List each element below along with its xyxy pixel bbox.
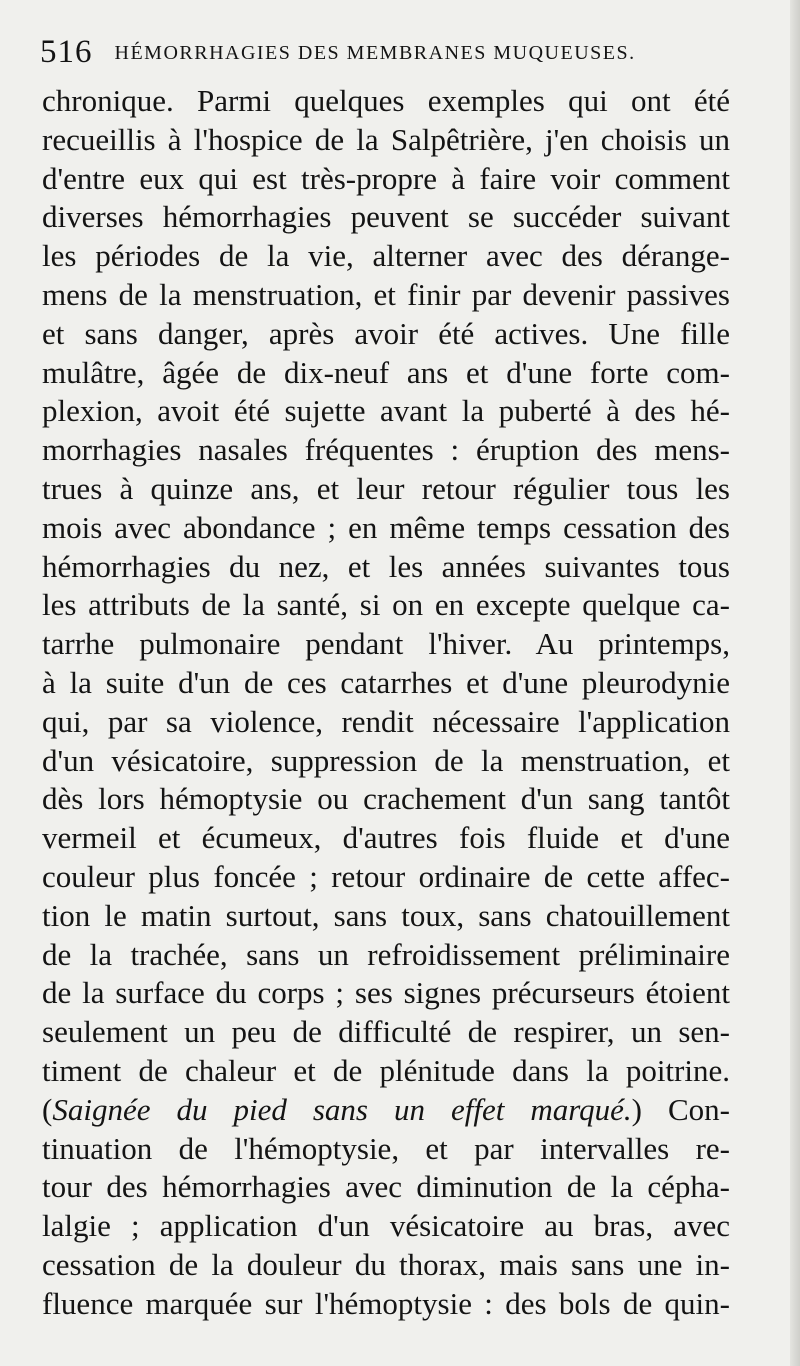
text-line: de la surface du corps ; ses signes précurseurs étoient	[42, 975, 730, 1011]
text-line: fluence marquée sur l'hémoptysie : des bols de quin-	[42, 1285, 730, 1321]
text-line: d'un vésicatoire, suppression de la menstruation, et	[42, 742, 730, 778]
running-head: HÉMORRHAGIES DES MEMBRANES MUQUEUSES.	[114, 42, 636, 64]
text-line: dès lors hémoptysie ou crachement d'un sang tantôt	[42, 781, 730, 817]
text-line: lalgie ; application d'un vésicatoire au bras, avec	[42, 1208, 730, 1244]
text-line: plexion, avoit été sujette avant la puberté à des hé-	[42, 393, 730, 429]
text-line: tion le matin surtout, sans toux, sans chatouillement	[42, 897, 730, 933]
text-line: timent de chaleur et de plénitude dans la poitrine.	[42, 1052, 730, 1088]
text-line: vermeil et écumeux, d'autres fois fluide et d'une	[42, 820, 730, 856]
text-line: diverses hémorrhagies peuvent se succéder suivant	[42, 199, 730, 235]
line-continuation: ) Con-	[631, 1091, 730, 1127]
text-line: de la trachée, sans un refroidissement préliminaire	[42, 936, 730, 972]
text-line: morrhagies nasales fréquentes : éruption des mens-	[42, 432, 730, 468]
open-paren: (	[42, 1091, 53, 1127]
text-line: les attributs de la santé, si on en excepte quelque ca-	[42, 587, 730, 623]
text-line: mens de la menstruation, et finir par devenir passives	[42, 276, 730, 312]
text-line: et sans danger, après avoir été actives. Une fille	[42, 315, 730, 351]
text-line: trues à quinze ans, et leur retour régulier tous les	[42, 470, 730, 506]
text-line: mulâtre, âgée de dix-neuf ans et d'une forte com-	[42, 354, 730, 390]
text-line: tour des hémorrhagies avec diminution de la cépha-	[42, 1169, 730, 1205]
text-line: recueillis à l'hospice de la Salpêtrière, j'en choisis un	[42, 121, 730, 157]
text-line: cessation de la douleur du thorax, mais sans une in-	[42, 1246, 730, 1282]
text-line-italic	[42, 1091, 730, 1130]
text-line: d'entre eux qui est très-propre à faire voir comment	[42, 160, 730, 196]
text-line: qui, par sa violence, rendit nécessaire l'application	[42, 703, 730, 739]
body-text	[42, 82, 730, 1324]
text-line: tarrhe pulmonaire pendant l'hiver. Au printemps,	[42, 626, 730, 662]
text-line: hémorrhagies du nez, et les années suivantes tous	[42, 548, 730, 584]
text-line: chronique. Parmi quelques exemples qui ont été	[42, 83, 730, 118]
page-number: 516	[40, 34, 93, 70]
italic-phrase: Saignée du pied sans un effet marqué.	[52, 1091, 632, 1127]
page-header	[40, 34, 780, 80]
text-line: tinuation de l'hémoptysie, et par intervalles re-	[42, 1130, 730, 1166]
text-line: à la suite d'un de ces catarrhes et d'une pleurodynie	[42, 664, 730, 700]
page-edge-shadow	[790, 0, 800, 1366]
text-line: mois avec abondance ; en même temps cessation des	[42, 509, 730, 545]
text-line: couleur plus foncée ; retour ordinaire de cette affec-	[42, 858, 730, 894]
text-line: seulement un peu de difficulté de respirer, un sen-	[42, 1014, 730, 1050]
text-line: les périodes de la vie, alterner avec des dérange-	[42, 238, 730, 274]
